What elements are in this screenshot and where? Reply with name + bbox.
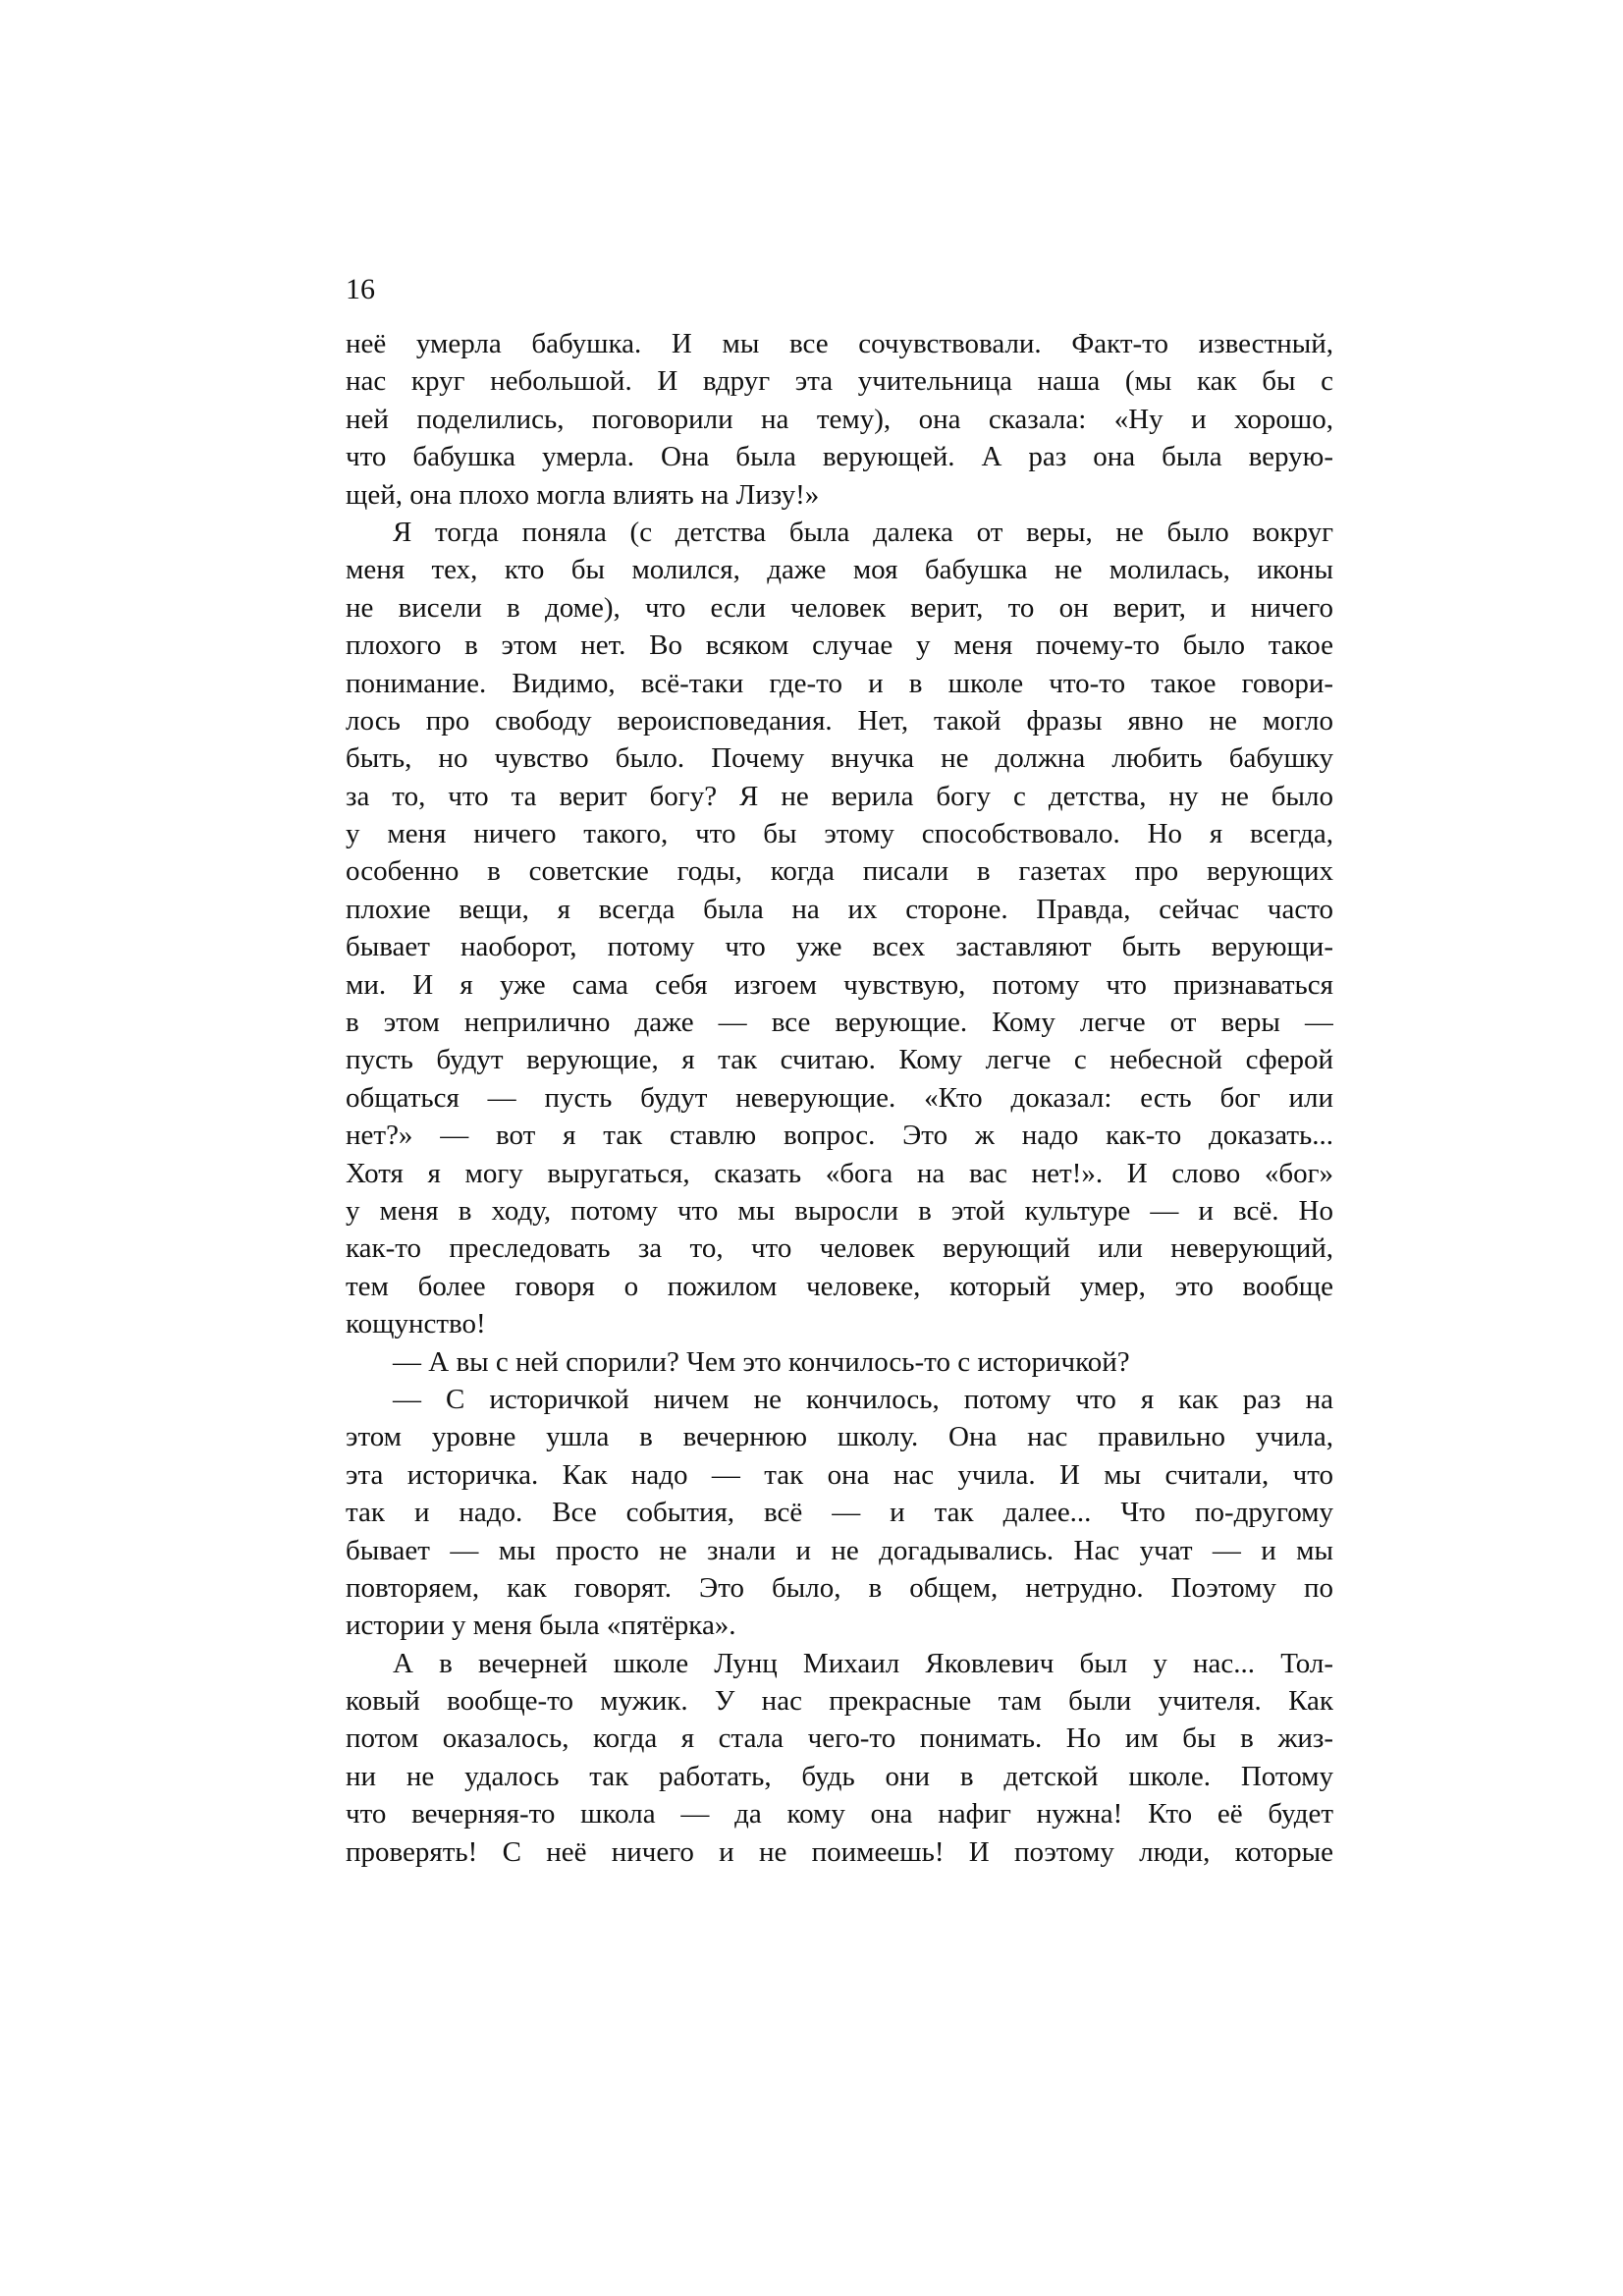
- text-line: этом уровне ушла в вечернюю школу. Она нас правильно учила,: [346, 1421, 1333, 1453]
- paragraph: [346, 1381, 1333, 1645]
- text-line: ковый вообще-то мужик. У нас прекрасные там были учителя. Как: [346, 1685, 1333, 1718]
- text-line: пусть будут верующие, я так считаю. Кому легче с небесной сферой: [346, 1044, 1333, 1076]
- text-line: нас круг небольшой. И вдруг эта учительница наша (мы как бы с: [346, 365, 1333, 398]
- text-line: А в вечерней школе Лунц Михаил Яковлевич был у нас... Тол-: [393, 1647, 1333, 1679]
- text-line: Я тогда поняла (с детства была далека от веры, не было вокруг: [393, 516, 1333, 548]
- text-line: — С историчкой ничем не кончилось, потому что я как раз на: [393, 1383, 1333, 1415]
- text-line: кощунство!: [346, 1308, 486, 1340]
- paragraph: [346, 1645, 1333, 1871]
- text-line: ми. И я уже сама себя изгоем чувствую, потому что признаваться: [346, 968, 1333, 1001]
- text-line: повторяем, как говорят. Это было, в общем, нетрудно. Поэтому по: [346, 1571, 1333, 1604]
- text-line: ней поделились, поговорили на тему), она сказала: «Ну и хорошо,: [346, 403, 1333, 435]
- text-line: общаться — пусть будут неверующие. «Кто доказал: есть бог или: [346, 1081, 1333, 1114]
- text-line: бывает — мы просто не знали и не догадывались. Нас учат — и мы: [346, 1534, 1333, 1566]
- text-line: проверять! С неё ничего и не поимеешь! И поэтому люди, которые: [346, 1835, 1333, 1868]
- text-line: понимание. Видимо, всё-таки где-то и в школе что-то такое говори-: [346, 667, 1333, 699]
- text-line: тем более говоря о пожилом человеке, который умер, это вообще: [346, 1270, 1333, 1302]
- text-line: как-то преследовать за то, что человек верующий или неверующий,: [346, 1232, 1333, 1265]
- text-line: у меня в ходу, потому что мы выросли в этой культуре — и всё. Но: [346, 1194, 1333, 1227]
- text-line: истории у меня была «пятёрка».: [346, 1610, 736, 1642]
- text-line: — А вы с ней спорили? Чем это кончилось-то с историчкой?: [393, 1345, 1130, 1378]
- text-line: быть, но чувство было. Почему внучка не должна любить бабушку: [346, 742, 1333, 775]
- text-line: в этом неприлично даже — все верующие. Кому легче от веры —: [346, 1007, 1333, 1039]
- page-number: 16: [346, 273, 375, 305]
- text-block: [346, 325, 1333, 1871]
- paragraph: [346, 325, 1333, 514]
- text-line: лось про свободу вероисповедания. Нет, такой фразы явно не могло: [346, 704, 1333, 737]
- paragraph: [346, 1343, 1333, 1381]
- text-line: неё умерла бабушка. И мы все сочувствовали. Факт-то известный,: [346, 328, 1333, 359]
- text-line: не висели в доме), что если человек верит, то он верит, и ничего: [346, 591, 1333, 624]
- text-line: что бабушка умерла. Она была верующей. А раз она была верую-: [346, 441, 1333, 473]
- text-line: бывает наоборот, потому что уже всех заставляют быть верующи-: [346, 931, 1333, 963]
- text-line: плохого в этом нет. Во всяком случае у меня почему-то было такое: [346, 629, 1333, 662]
- text-line: Хотя я могу выругаться, сказать «бога на вас нет!». И слово «бог»: [346, 1157, 1333, 1189]
- text-line: меня тех, кто бы молился, даже моя бабушка не молилась, иконы: [346, 554, 1333, 586]
- text-line: так и надо. Все события, всё — и так далее... Что по-другому: [346, 1497, 1333, 1529]
- text-line: ни не удалось так работать, будь они в детской школе. Потому: [346, 1760, 1333, 1792]
- text-line: нет?» — вот я так ставлю вопрос. Это ж надо как-то доказать...: [346, 1120, 1333, 1152]
- text-line: эта историчка. Как надо — так она нас учила. И мы считали, что: [346, 1458, 1333, 1491]
- text-line: особенно в советские годы, когда писали в газетах про верующих: [346, 855, 1333, 888]
- text-line: щей, она плохо могла влиять на Лизу!»: [346, 478, 820, 511]
- text-line: у меня ничего такого, что бы этому способствовало. Но я всегда,: [346, 818, 1333, 850]
- paragraph: [346, 514, 1333, 1343]
- text-line: за то, что та верит богу? Я не верила богу с детства, ну не было: [346, 780, 1333, 812]
- text-line: что вечерняя-то школа — да кому она нафиг нужна! Кто её будет: [346, 1798, 1333, 1831]
- text-line: потом оказалось, когда я стала чего-то понимать. Но им бы в жиз-: [346, 1722, 1333, 1755]
- text-line: плохие вещи, я всегда была на их стороне. Правда, сейчас часто: [346, 893, 1333, 925]
